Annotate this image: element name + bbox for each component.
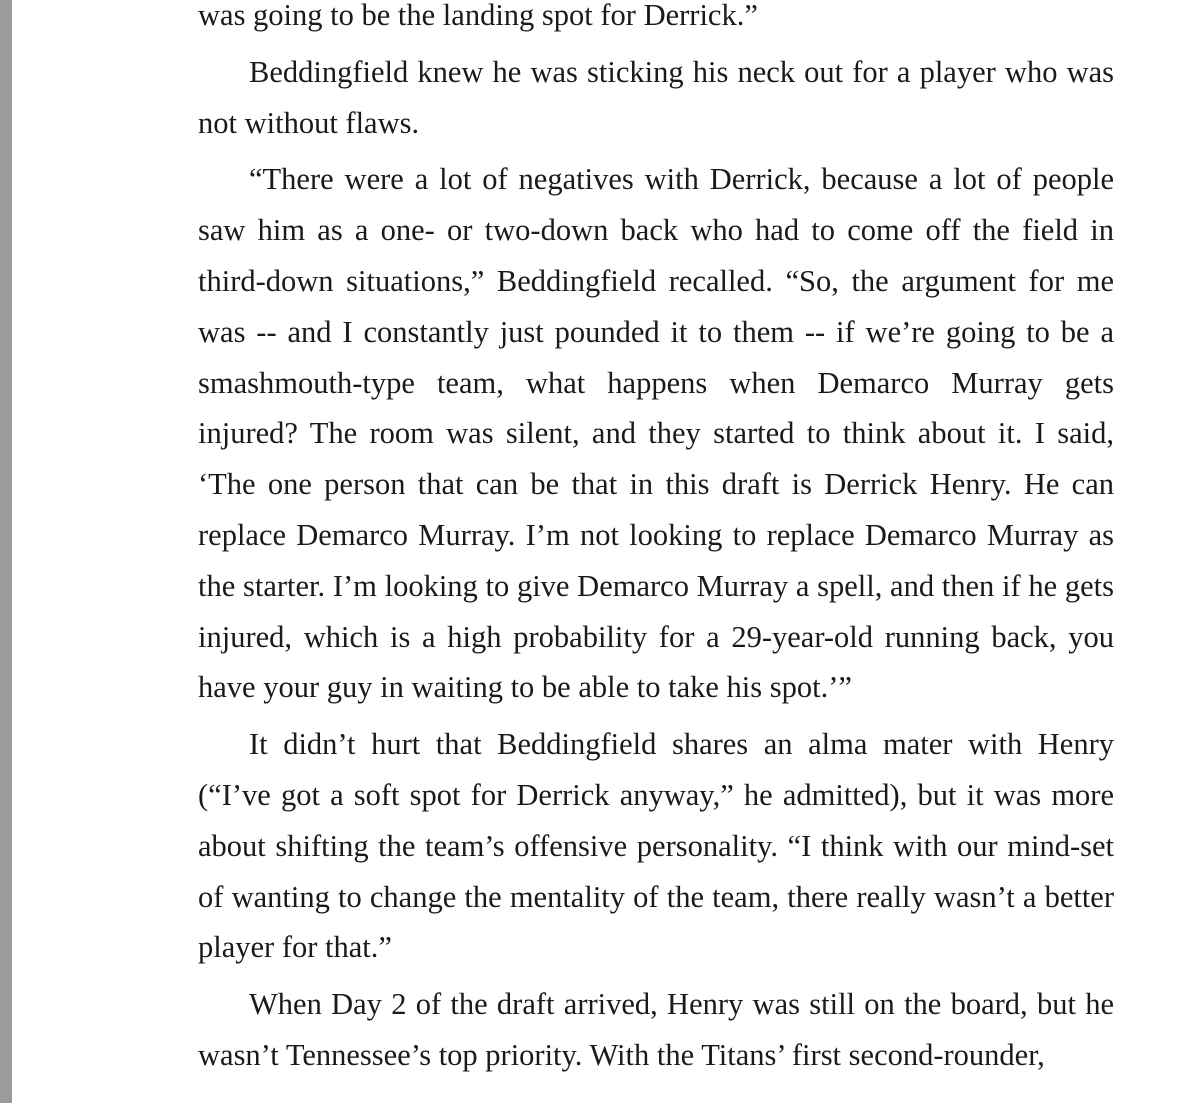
body-text xyxy=(198,0,1114,1087)
paragraph-continuation: was going to be the landing spot for Derrick.” xyxy=(198,0,758,32)
paragraph-quote: “There were a lot of negatives with Derrick, because a lot of people saw him as a one- or two-down back who had to come off the field in third-down situations,” Beddingfield recalled. “So, the argument for me was -- and I constantly just pounded it to them -- if we’re going to be a smashmouth-type team, what happens when Demarco Murray gets injured? The room was silent, and they started to think about it. I said, ‘The one person that can be that in this draft is Derrick Henry. He can replace Demarco Murray. I’m not looking to replace Demarco Murray as the starter. I’m looking to give Demarco Murray a spell, and then if he gets injured, which is a high probability for a 29-year-old running back, you have your guy in waiting to be able to take his spot.’” xyxy=(198,162,1114,705)
paragraph: When Day 2 of the draft arrived, Henry was still on the board, but he wasn’t Tennessee’s top priority. With the Titans’ first second-rounder, xyxy=(198,987,1114,1072)
paragraph: Beddingfield knew he was sticking his neck out for a player who was not without flaws. xyxy=(198,54,1114,140)
paragraph: It didn’t hurt that Beddingfield shares an alma mater with Henry (“I’ve got a soft spot for Derrick anyway,” he admitted), but it was more about shifting the team’s offensive personality. “I think with our mind-set of wanting to change the mentality of the team, there really wasn’t a better player for that.” xyxy=(198,727,1114,965)
page-edge-shadow xyxy=(0,0,12,1103)
